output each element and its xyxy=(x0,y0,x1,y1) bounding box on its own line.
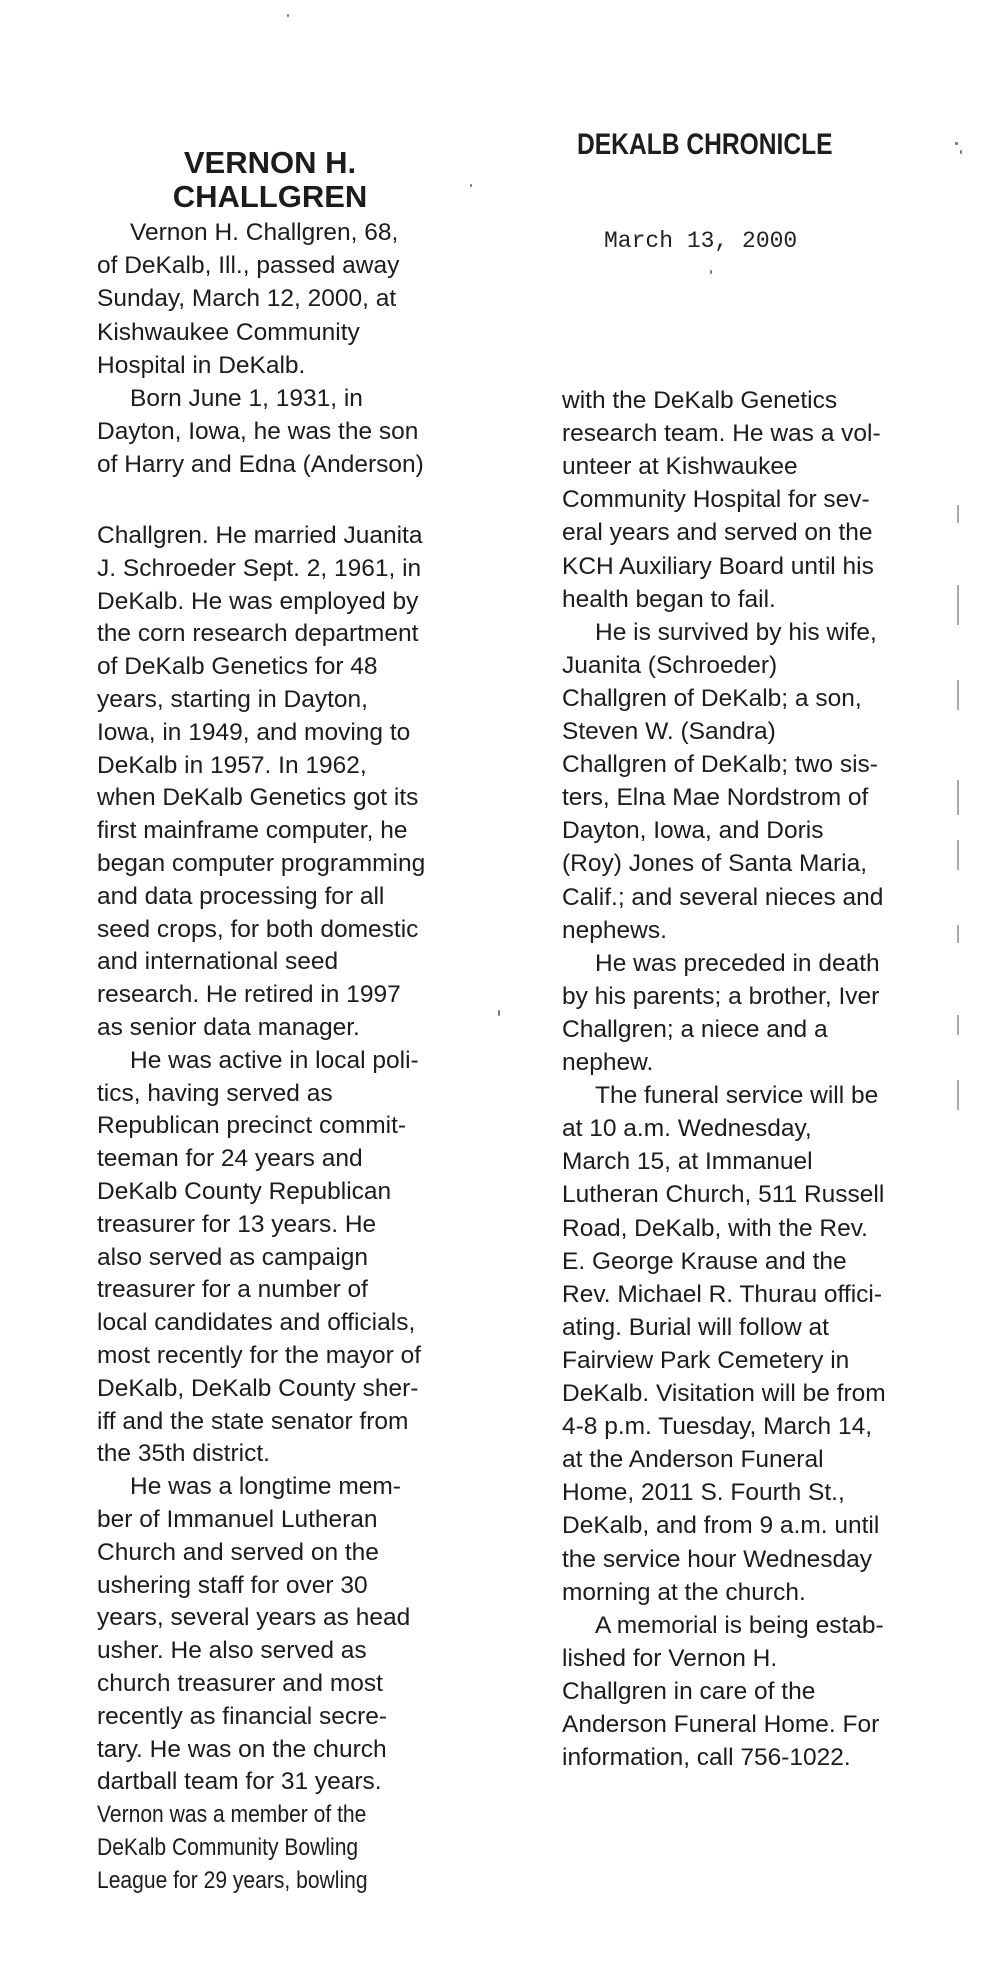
text-line: tary. He was on the church xyxy=(97,1735,387,1763)
text-line: Vernon was a member of the xyxy=(97,1801,367,1829)
text-line: of DeKalb, Ill., passed away xyxy=(97,252,400,280)
text-line: church treasurer and most xyxy=(97,1670,383,1697)
scan-edge-mark xyxy=(957,925,959,943)
text-line: local candidates and officials, xyxy=(97,1309,416,1337)
scan-edge-mark xyxy=(957,780,959,815)
scan-speck xyxy=(287,14,289,17)
text-line: E. George Krause and the xyxy=(562,1247,847,1275)
text-line: years, several years as head xyxy=(97,1604,411,1632)
text-line: Juanita (Schroeder) xyxy=(562,651,778,679)
text-line: Steven W. (Sandra) xyxy=(562,718,776,745)
text-line: J. Schroeder Sept. 2, 1961, in xyxy=(97,554,422,582)
scan-speck xyxy=(710,270,712,274)
text-line: Home, 2011 S. Fourth St., xyxy=(562,1479,845,1507)
text-line: A memorial is being estab- xyxy=(595,1611,884,1639)
text-line: when DeKalb Genetics got its xyxy=(97,784,419,812)
text-line: ating. Burial will follow at xyxy=(562,1313,829,1341)
text-line: of Harry and Edna (Anderson) xyxy=(97,451,424,479)
text-line: first mainframe computer, he xyxy=(97,817,408,845)
text-line: Dayton, Iowa, he was the son xyxy=(97,418,419,446)
text-line: morning at the church. xyxy=(562,1578,806,1606)
text-line: He is survived by his wife, xyxy=(595,618,877,646)
text-line: recently as financial secre- xyxy=(97,1702,388,1730)
text-line: Iowa, in 1949, and moving to xyxy=(97,718,411,746)
text-line: ushering staff for over 30 xyxy=(97,1571,368,1599)
text-line: Community Hospital for sev- xyxy=(562,486,870,514)
text-line: at 10 a.m. Wednesday, xyxy=(562,1115,812,1143)
text-line: Dayton, Iowa, and Doris xyxy=(562,817,824,845)
text-line: at the Anderson Funeral xyxy=(562,1446,824,1474)
text-line: as senior data manager. xyxy=(97,1014,360,1041)
text-line: of DeKalb Genetics for 48 xyxy=(97,653,378,681)
text-line: teeman for 24 years and xyxy=(97,1145,363,1173)
text-line: also served as campaign xyxy=(97,1243,369,1271)
scan-edge-mark xyxy=(957,1080,959,1110)
text-line: ber of Immanuel Lutheran xyxy=(97,1506,378,1533)
text-line: Fairview Park Cemetery in xyxy=(562,1346,850,1374)
text-line: treasurer for 13 years. He xyxy=(97,1210,377,1238)
text-line: usher. He also served as xyxy=(97,1637,367,1665)
text-line: March 15, at Immanuel xyxy=(562,1148,813,1176)
text-line: treasurer for a number of xyxy=(97,1276,368,1304)
text-line: He was preceded in death xyxy=(595,949,880,977)
text-line: Kishwaukee Community xyxy=(97,318,360,346)
scan-edge-mark xyxy=(957,680,959,710)
publication-date: March 13, 2000 xyxy=(604,228,798,254)
text-line: DeKalb Community Bowling xyxy=(97,1834,359,1861)
text-line: began computer programming xyxy=(97,850,426,877)
text-line: DeKalb, DeKalb County sher- xyxy=(97,1374,419,1402)
text-line: Anderson Funeral Home. For xyxy=(562,1711,880,1738)
text-line: ters, Elna Mae Nordstrom of xyxy=(562,784,869,812)
text-line: nephew. xyxy=(562,1049,654,1076)
text-line: He was active in local poli- xyxy=(130,1046,419,1074)
text-line: iff and the state senator from xyxy=(97,1407,409,1435)
scan-edge-mark xyxy=(957,585,959,625)
text-line: Road, DeKalb, with the Rev. xyxy=(562,1214,868,1242)
scan-edge-mark xyxy=(957,505,959,523)
text-line: years, starting in Dayton, xyxy=(97,686,368,713)
text-line: Calif.; and several nieces and xyxy=(562,883,884,911)
text-line: The funeral service will be xyxy=(595,1082,879,1110)
text-line: by his parents; a brother, Iver xyxy=(562,982,880,1010)
text-line: most recently for the mayor of xyxy=(97,1342,422,1369)
text-line: the service hour Wednesday xyxy=(562,1545,873,1573)
text-line: 4-8 p.m. Tuesday, March 14, xyxy=(562,1413,873,1441)
text-line: health began to fail. xyxy=(562,585,776,613)
text-line: seed crops, for both domestic xyxy=(97,915,419,943)
text-line: information, call 756-1022. xyxy=(562,1744,851,1772)
text-line: He was a longtime mem- xyxy=(130,1473,401,1501)
text-line: and data processing for all xyxy=(97,882,385,910)
text-line: nephews. xyxy=(562,916,667,944)
text-line: lished for Vernon H. xyxy=(562,1644,778,1672)
text-line: Challgren. He married Juanita xyxy=(97,522,423,549)
text-line: DeKalb. Visitation will be from xyxy=(562,1380,886,1407)
headline-line-2: CHALLGREN xyxy=(172,179,368,214)
text-line: Challgren; a niece and a xyxy=(562,1015,828,1043)
text-line: Born June 1, 1931, in xyxy=(130,385,363,412)
scan-speck xyxy=(960,150,962,154)
text-line: Challgren of DeKalb; a son, xyxy=(562,684,862,712)
text-line: League for 29 years, bowling xyxy=(97,1866,368,1894)
text-line: DeKalb in 1957. In 1962, xyxy=(97,751,367,779)
text-line: dartball team for 31 years. xyxy=(97,1768,382,1796)
text-line: DeKalb, and from 9 a.m. until xyxy=(562,1512,880,1540)
scan-speck xyxy=(470,184,472,187)
text-line: Vernon H. Challgren, 68, xyxy=(130,219,399,246)
text-line: tics, having served as xyxy=(97,1079,333,1107)
scan-speck xyxy=(498,1010,500,1016)
text-line: with the DeKalb Genetics xyxy=(562,387,838,414)
text-line: KCH Auxiliary Board until his xyxy=(562,552,874,580)
scan-edge-mark xyxy=(957,840,959,870)
text-line: Church and served on the xyxy=(97,1538,379,1566)
text-line: Challgren of DeKalb; two sis- xyxy=(562,751,878,779)
text-line: Challgren in care of the xyxy=(562,1677,816,1705)
text-line: the 35th district. xyxy=(97,1440,270,1468)
text-line: (Roy) Jones of Santa Maria, xyxy=(562,850,868,878)
text-line: Republican precinct commit- xyxy=(97,1112,407,1140)
text-line: Lutheran Church, 511 Russell xyxy=(562,1181,885,1209)
text-line: research. He retired in 1997 xyxy=(97,981,401,1009)
text-line: the corn research department xyxy=(97,620,419,648)
text-line: DeKalb County Republican xyxy=(97,1178,392,1205)
scan-speck xyxy=(955,142,958,145)
text-line: eral years and served on the xyxy=(562,519,873,547)
text-line: DeKalb. He was employed by xyxy=(97,587,419,615)
publication-name: DEKALB CHRONICLE xyxy=(577,128,833,161)
text-line: Hospital in DeKalb. xyxy=(97,351,306,379)
text-line: and international seed xyxy=(97,948,339,976)
scan-edge-mark xyxy=(957,1015,959,1035)
text-line: research team. He was a vol- xyxy=(562,420,881,448)
headline-line-1: VERNON H. xyxy=(183,145,357,180)
text-line: Sunday, March 12, 2000, at xyxy=(97,285,397,313)
text-line: unteer at Kishwaukee xyxy=(562,453,798,481)
text-line: Rev. Michael R. Thurau offici- xyxy=(562,1280,882,1308)
